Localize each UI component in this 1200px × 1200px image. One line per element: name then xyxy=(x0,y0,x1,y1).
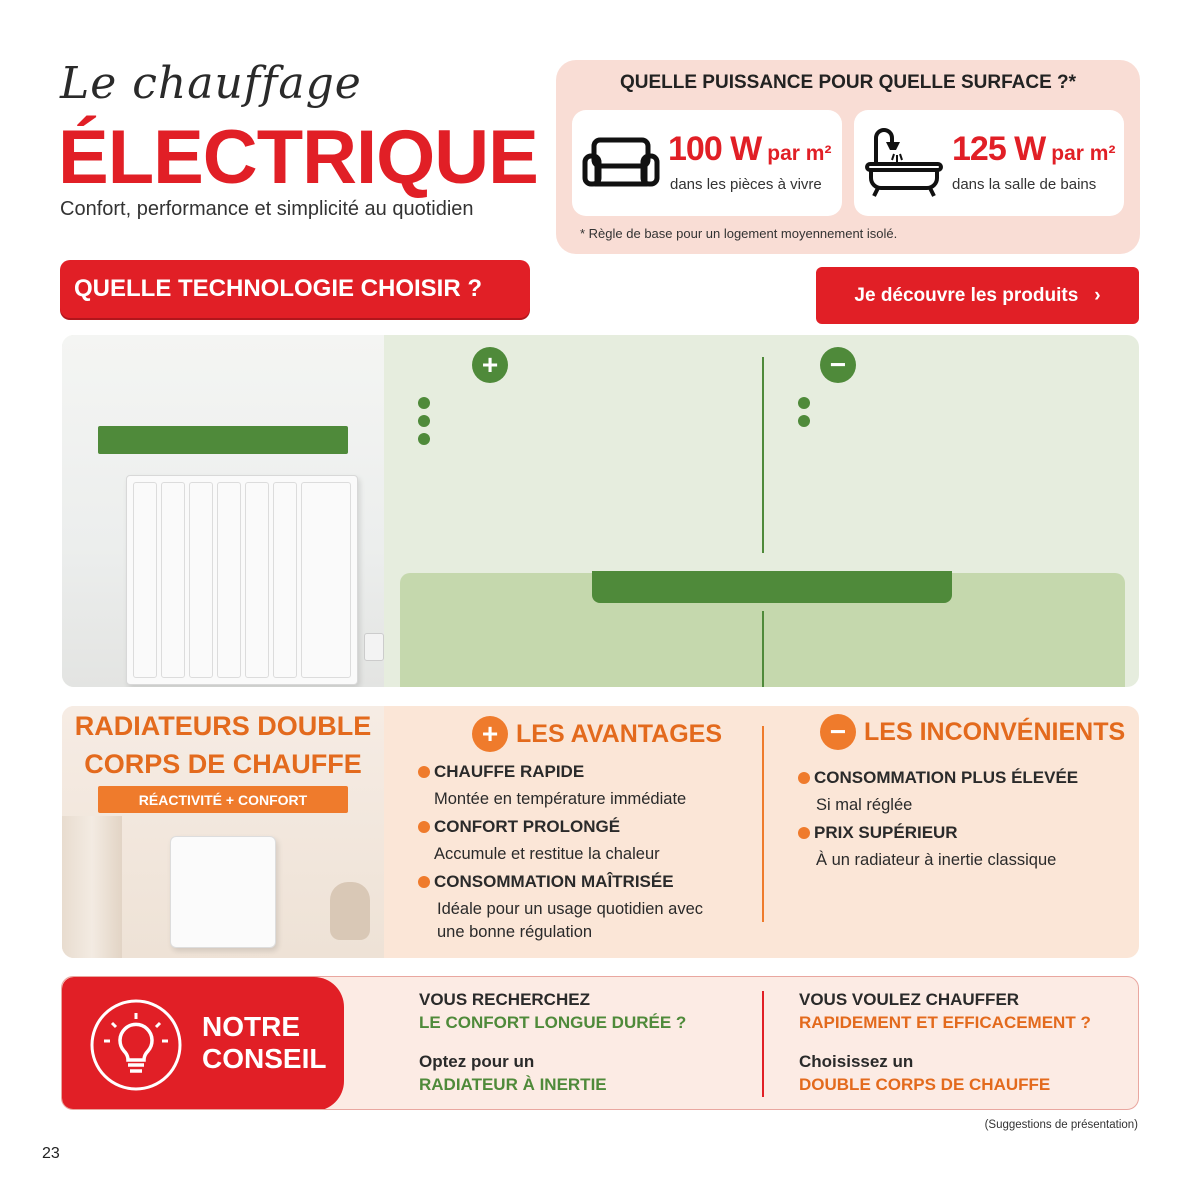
list-item-title xyxy=(798,415,1128,427)
divider xyxy=(762,991,764,1097)
list-item-desc: Accumule et restitue la chaleur xyxy=(434,845,660,863)
bullet-icon xyxy=(798,772,810,784)
bullet-icon xyxy=(418,415,430,427)
list-item-title xyxy=(418,415,748,427)
advice-right xyxy=(799,988,1091,1096)
list-item-title: CONSOMMATION MAÎTRISÉE xyxy=(418,872,748,892)
plush-toy-illustration xyxy=(330,882,370,940)
list-item-title xyxy=(418,397,748,409)
discover-products-button[interactable] xyxy=(816,267,1139,324)
inertia-advantages-list xyxy=(418,397,748,446)
power-note: * Règle de base pour un logement moyennement isolé. xyxy=(580,226,898,241)
bullet-icon xyxy=(418,766,430,778)
power-value-living: 100 W xyxy=(668,130,762,168)
list-item-title: CONSOMMATION PLUS ÉLEVÉE xyxy=(798,768,1128,788)
wall-socket-icon xyxy=(364,633,384,661)
list-item-desc: À un radiateur à inertie classique xyxy=(816,851,1057,869)
chevron-right-icon: › xyxy=(1094,284,1101,306)
double-body-radiator-photo xyxy=(62,706,384,958)
divider xyxy=(762,726,764,922)
discover-products-label: Je découvre les produits xyxy=(854,284,1079,306)
advice-label: NOTRE CONSEIL xyxy=(202,1011,327,1074)
advice-right-answer-2: DOUBLE CORPS DE CHAUFFE xyxy=(799,1075,1051,1094)
inertia-radiator-photo xyxy=(62,335,384,687)
minus-icon: − xyxy=(820,714,856,750)
advice-right-question-1: VOUS VOULEZ CHAUFFER xyxy=(799,990,1020,1009)
list-item-title: CONFORT PROLONGÉ xyxy=(418,817,748,837)
power-unit-bathroom: par m² xyxy=(1051,142,1116,165)
list-item-title: PRIX SUPÉRIEUR xyxy=(798,823,1128,843)
advice-left-question-1: VOUS RECHERCHEZ xyxy=(419,990,590,1009)
power-card-living xyxy=(572,110,842,216)
double-body-section xyxy=(62,706,1139,958)
power-desc-bathroom: dans la salle de bains xyxy=(952,176,1097,193)
bullet-icon xyxy=(798,415,810,427)
minus-icon: − xyxy=(820,347,856,383)
divider xyxy=(762,611,764,687)
radiator-illustration xyxy=(170,836,276,948)
advice-right-answer-1: Choisissez un xyxy=(799,1052,914,1071)
bullet-icon xyxy=(418,397,430,409)
bullet-icon xyxy=(798,827,810,839)
script-title: Le chauffage xyxy=(60,58,362,109)
advice-right-question-2: RAPIDEMENT ET EFFICACEMENT ? xyxy=(799,1013,1091,1032)
power-panel xyxy=(556,60,1140,254)
curtain-illustration xyxy=(62,816,122,958)
power-value-bathroom: 125 W xyxy=(952,130,1046,168)
double-body-title-line2: CORPS DE CHAUFFE xyxy=(84,749,362,779)
plus-icon: + xyxy=(472,347,508,383)
advice-box xyxy=(61,976,1139,1110)
advice-left xyxy=(419,988,686,1096)
page-subtitle: Confort, performance et simplicité au quotidien xyxy=(60,198,474,220)
advice-left-answer-1: Optez pour un xyxy=(419,1052,535,1071)
list-item-title: CHAUFFE RAPIDE xyxy=(418,762,748,782)
sofa-icon xyxy=(582,136,660,192)
lightbulb-icon xyxy=(88,997,184,1093)
double-disadvantages-heading xyxy=(820,714,1125,750)
list-item-desc: une bonne régulation xyxy=(437,923,593,941)
power-unit-living: par m² xyxy=(767,142,832,165)
double-advantages-list xyxy=(418,762,748,944)
double-body-title xyxy=(62,707,384,783)
radiator-illustration xyxy=(126,475,358,685)
bullet-icon xyxy=(418,433,430,445)
inertia-tag xyxy=(98,426,348,454)
bullet-icon xyxy=(418,876,430,888)
double-disadvantages-label: LES INCONVÉNIENTS xyxy=(864,717,1126,746)
technology-banner: QUELLE TECHNOLOGIE CHOISIR ? xyxy=(60,260,530,318)
divider xyxy=(762,357,764,553)
two-technologies-box xyxy=(400,573,1125,687)
list-item-desc: Idéale pour un usage quotidien avec xyxy=(437,900,704,918)
double-advantages-label: LES AVANTAGES xyxy=(516,719,723,748)
double-body-tag: RÉACTIVITÉ + CONFORT xyxy=(98,786,348,813)
list-item-desc: Si mal réglée xyxy=(816,796,913,814)
double-advantages-heading xyxy=(472,716,722,752)
plus-icon: + xyxy=(472,716,508,752)
two-technologies-heading xyxy=(592,571,952,603)
page-title: ÉLECTRIQUE xyxy=(58,115,538,200)
advice-left-question-2: LE CONFORT LONGUE DURÉE ? xyxy=(419,1013,687,1032)
power-desc-living: dans les pièces à vivre xyxy=(670,176,822,193)
inertia-section xyxy=(62,335,1139,687)
list-item-desc: Montée en température immédiate xyxy=(434,790,687,808)
list-item-title xyxy=(418,433,748,445)
bullet-icon xyxy=(798,397,810,409)
power-card-bathroom xyxy=(854,110,1124,216)
page-number: 23 xyxy=(42,1145,60,1162)
inertia-disadvantages-heading xyxy=(820,347,864,383)
list-item-title xyxy=(798,397,1128,409)
advice-label-panel xyxy=(62,977,344,1110)
double-disadvantages-list xyxy=(798,768,1128,872)
double-body-title-line1: RADIATEURS DOUBLE xyxy=(74,711,372,741)
power-heading: QUELLE PUISSANCE POUR QUELLE SURFACE ?* xyxy=(619,72,1077,93)
advice-left-answer-2: RADIATEUR À INERTIE xyxy=(419,1075,607,1094)
bullet-icon xyxy=(418,821,430,833)
inertia-advantages-heading xyxy=(472,347,516,383)
footnote: (Suggestions de présentation) xyxy=(984,1119,1138,1131)
bathtub-icon xyxy=(864,124,944,200)
inertia-disadvantages-list xyxy=(798,397,1128,428)
